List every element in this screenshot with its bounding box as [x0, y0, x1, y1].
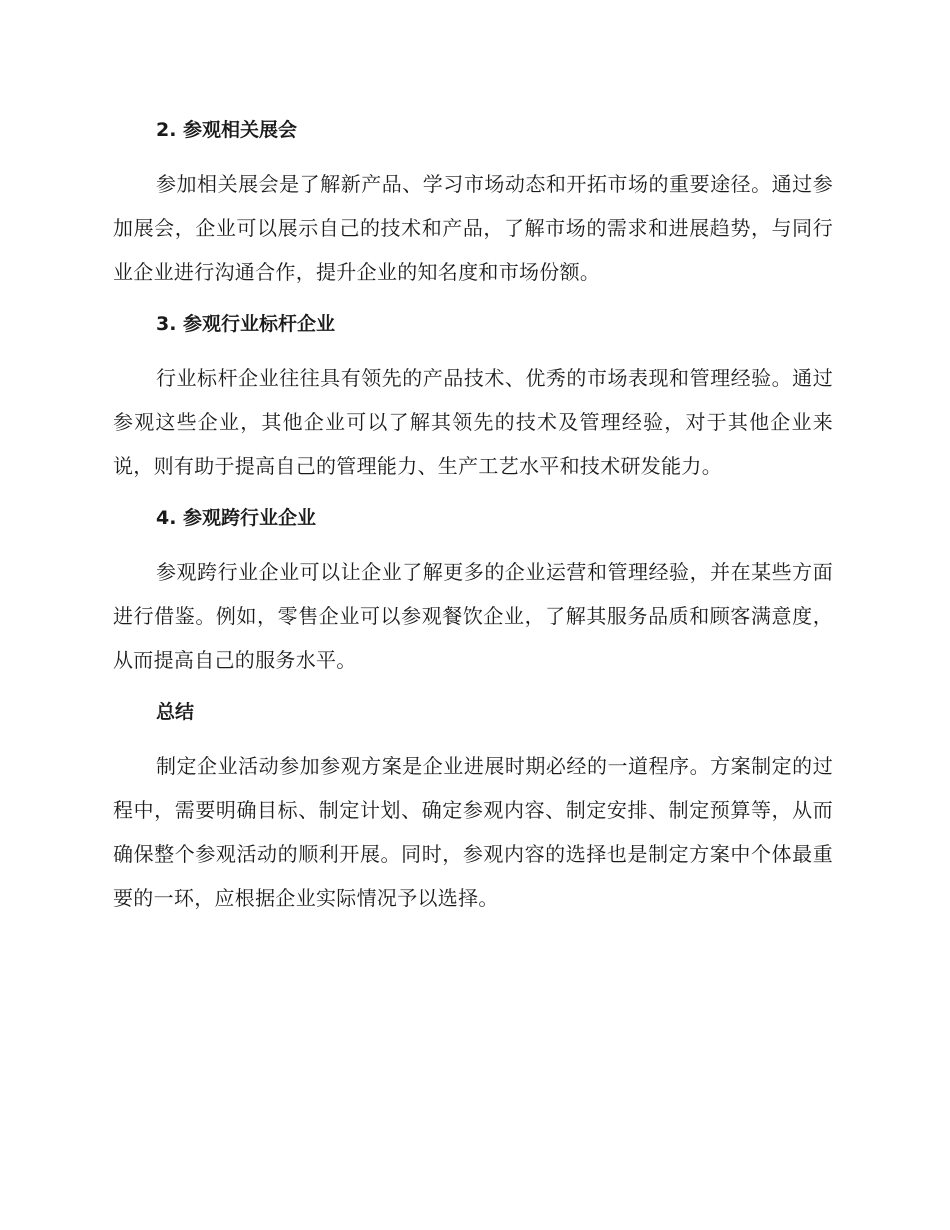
- document-body: [113, 110, 833, 930]
- section-paragraph-cross-industry: 参观跨行业企业可以让企业了解更多的企业运营和管理经验，并在某些方面进行借鉴。例如，零售企业可以参观餐饮企业，了解其服务品质和顾客满意度，从而提高自己的服务水平。: [113, 560, 833, 672]
- section-heading-benchmark-enterprises: 3. 参观行业标杆企业: [156, 313, 336, 335]
- section-heading-summary: 总结: [156, 701, 195, 723]
- section-heading-exhibitions: 2. 参观相关展会: [156, 119, 298, 141]
- section-paragraph-exhibitions: 参加相关展会是了解新产品、学习市场动态和开拓市场的重要途径。通过参加展会，企业可以展示自己的技术和产品，了解市场的需求和进展趋势，与同行业企业进行沟通合作，提升企业的知名度和市场份额。: [113, 172, 833, 284]
- section-paragraph-summary: 制定企业活动参加参观方案是企业进展时期必经的一道程序。方案制定的过程中，需要明确目标、制定计划、确定参观内容、制定安排、制定预算等，从而确保整个参观活动的顺利开展。同时，参观内容的选择也是制定方案中个体最重要的一环，应根据企业实际情况予以选择。: [113, 754, 833, 910]
- section-heading-cross-industry: 4. 参观跨行业企业: [156, 507, 317, 529]
- section-paragraph-benchmark-enterprises: 行业标杆企业往往具有领先的产品技术、优秀的市场表现和管理经验。通过参观这些企业，其他企业可以了解其领先的技术及管理经验，对于其他企业来说，则有助于提高自己的管理能力、生产工艺水平和技术研发能力。: [113, 366, 833, 478]
